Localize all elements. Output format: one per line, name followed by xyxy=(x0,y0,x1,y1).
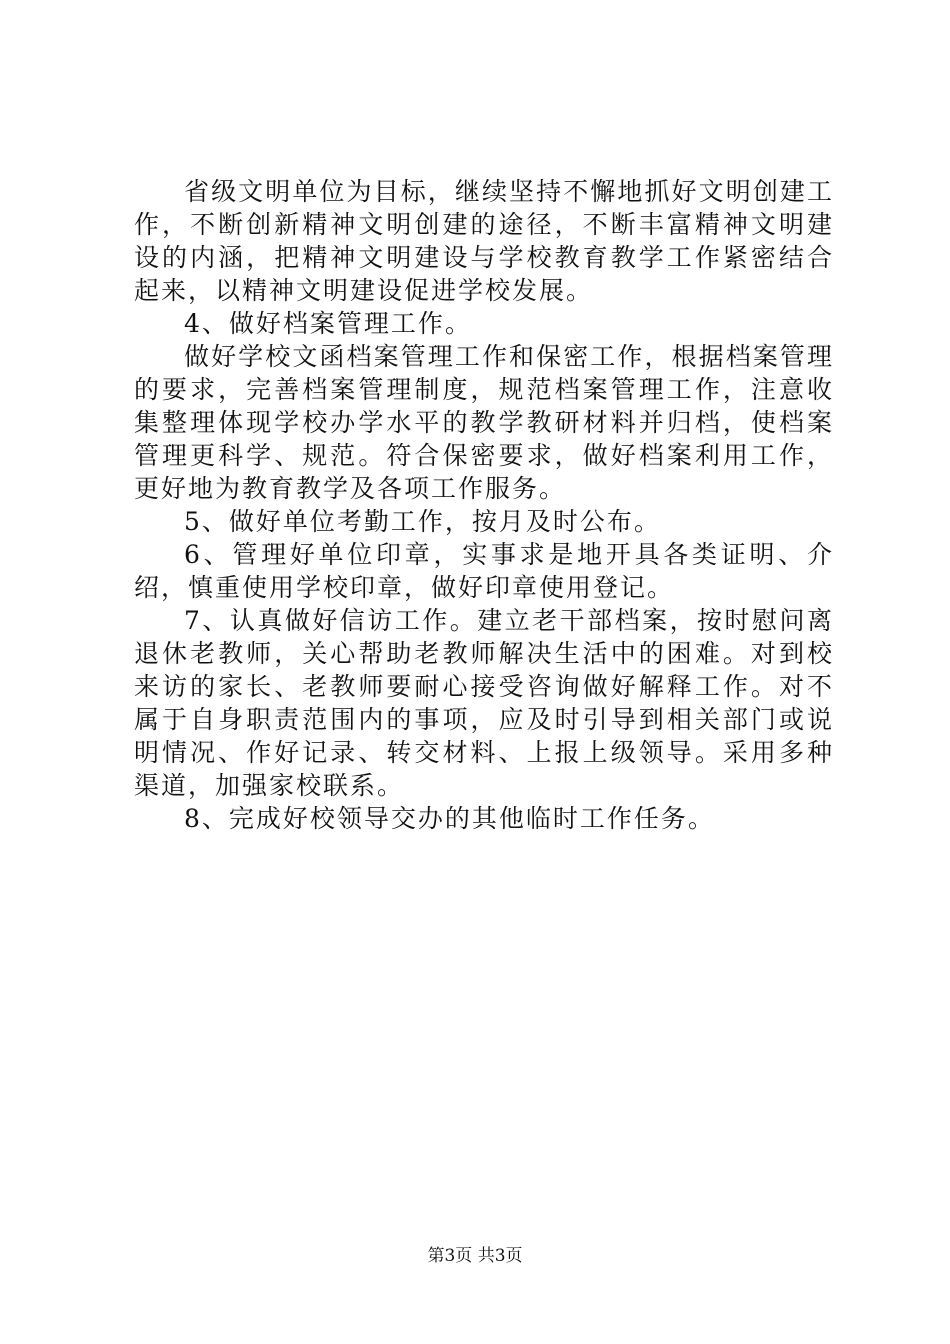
paragraph-attendance: 5、做好单位考勤工作，按月及时公布。 xyxy=(184,507,661,536)
document-body xyxy=(134,175,834,835)
paragraph-seal: 6、管理好单位印章，实事求是地开具各类证明、介绍，慎重使用学校印章，做好印章使用登记。 xyxy=(134,540,834,602)
paragraph-civilization: 省级文明单位为目标，继续坚持不懈地抓好文明创建工作，不断创新精神文明创建的途径，不断丰富精神文明建设的内涵，把精神文明建设与学校教育教学工作紧密结合起来，以精神文明建设促进学校发展。 xyxy=(134,177,834,305)
paragraph-petition: 7、认真做好信访工作。建立老干部档案，按时慰问离退休老教师，关心帮助老教师解决生活中的困难。对到校来访的家长、老教师要耐心接受咨询做好解释工作。对不属于自身职责范围内的事项，应及时引导到相关部门或说明情况、作好记录、转交材料、上报上级领导。采用多种渠道，加强家校联系。 xyxy=(134,606,834,800)
paragraph-other-tasks: 8、完成好校领导交办的其他临时工作任务。 xyxy=(184,804,715,833)
page-number-footer: 第3页 共3页 xyxy=(427,1246,523,1266)
paragraph-archive-heading: 4、做好档案管理工作。 xyxy=(184,309,472,338)
paragraph-archive-detail: 做好学校文函档案管理工作和保密工作，根据档案管理的要求，完善档案管理制度，规范档案管理工作，注意收集整理体现学校办学水平的教学教研材料并归档，使档案管理更科学、规范。符合保密要求，做好档案利用工作，更好地为教育教学及各项工作服务。 xyxy=(134,342,834,503)
